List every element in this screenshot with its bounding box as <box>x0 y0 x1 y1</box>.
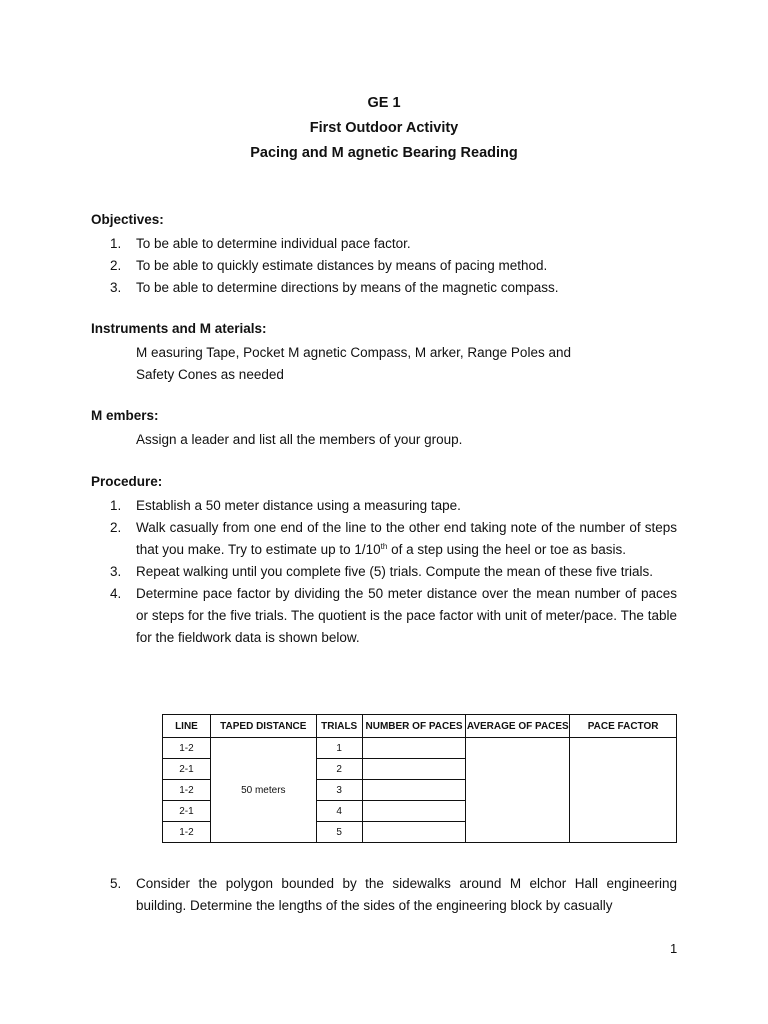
column-header: PACE FACTOR <box>570 715 677 738</box>
number-of-paces-cell[interactable] <box>362 801 466 822</box>
course-code: GE 1 <box>367 95 401 111</box>
average-of-paces-cell[interactable] <box>466 738 570 843</box>
number-of-paces-cell[interactable] <box>362 738 466 759</box>
list-item: 2. To be able to quickly estimate distances by means of pacing method. <box>110 258 548 273</box>
instruments-heading: Instruments and M aterials: <box>91 321 267 336</box>
pace-factor-cell[interactable] <box>570 738 677 843</box>
activity-subtitle: Pacing and M agnetic Bearing Reading <box>250 145 518 161</box>
activity-name: First Outdoor Activity <box>309 120 459 136</box>
line-cell: 2-1 <box>163 759 211 780</box>
procedure-heading: Procedure: <box>91 474 163 489</box>
line-cell: 2-1 <box>163 801 211 822</box>
list-item: 3. To be able to determine directions by means of the magnetic compass. <box>110 280 559 295</box>
column-header: NUMBER OF PACES <box>362 715 466 738</box>
procedure-list-continued <box>110 873 677 917</box>
list-item: 1. To be able to determine individual pace factor. <box>110 236 411 251</box>
fieldwork-data-table <box>162 714 677 843</box>
list-item: 1. Establish a 50 meter distance using a measuring tape. <box>110 498 461 513</box>
line-cell: 1-2 <box>163 738 211 759</box>
trial-cell: 1 <box>316 738 362 759</box>
trial-cell: 2 <box>316 759 362 780</box>
trial-cell: 5 <box>316 822 362 843</box>
objectives-list <box>110 233 677 299</box>
list-item: 5. Consider the polygon bounded by the sidewalks around M elchor Hall engineering building. Determine the lengths of the sides of the engineering block by casually <box>110 876 677 913</box>
procedure-list <box>110 495 677 649</box>
number-of-paces-cell[interactable] <box>362 822 466 843</box>
taped-distance-cell: 50 meters <box>210 738 316 843</box>
members-text: Assign a leader and list all the members of your group. <box>136 432 463 447</box>
line-cell: 1-2 <box>163 822 211 843</box>
document-title <box>0 91 768 166</box>
members-heading: M embers: <box>91 408 159 423</box>
list-item: 2. Walk casually from one end of the line to the other end taking note of the number of steps that you make. Try to estimate up to 1/10th of a step using the heel or toe as basis. <box>110 520 677 557</box>
page-number: 1 <box>670 941 678 956</box>
objectives-heading: Objectives: <box>91 212 164 227</box>
list-item: 4. Determine pace factor by dividing the 50 meter distance over the mean number of paces or steps for the five trials. The quotient is the pace factor with unit of meter/pace. The table for the fieldwork data is shown below. <box>110 586 677 645</box>
line-cell: 1-2 <box>163 780 211 801</box>
column-header: TRIALS <box>316 715 362 738</box>
table-row <box>163 738 677 759</box>
table-header-row <box>163 715 677 738</box>
column-header: TAPED DISTANCE <box>210 715 316 738</box>
column-header: AVERAGE OF PACES <box>466 715 570 738</box>
number-of-paces-cell[interactable] <box>362 759 466 780</box>
number-of-paces-cell[interactable] <box>362 780 466 801</box>
column-header: LINE <box>163 715 211 738</box>
list-item: 3. Repeat walking until you complete five (5) trials. Compute the mean of these five trials. <box>110 564 653 579</box>
trial-cell: 4 <box>316 801 362 822</box>
trial-cell: 3 <box>316 780 362 801</box>
instruments-text: M easuring Tape, Pocket M agnetic Compass, M arker, Range Poles and Safety Cones as needed <box>136 345 571 382</box>
